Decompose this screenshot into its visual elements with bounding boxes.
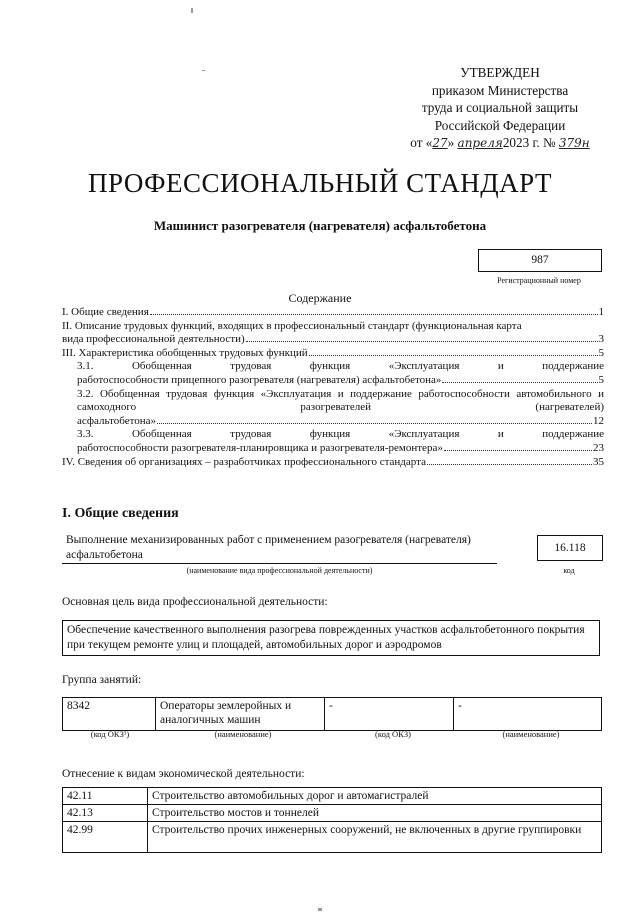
toc-page-number: 5: [598, 373, 604, 386]
approval-line: труда и социальной защиты: [421, 100, 579, 115]
date-year-number: 2023 г. №: [502, 135, 556, 150]
okved-name-cell: Строительство мостов и тоннелей: [148, 805, 602, 822]
toc-page-number: 3: [598, 333, 604, 346]
toc-page-number: 1: [598, 306, 604, 318]
occupation-name-cell: Операторы землеройных и аналогичных машин: [156, 698, 325, 731]
registration-number-box: 987: [478, 249, 602, 272]
okved-name-cell: Строительство прочих инженерных сооружений, не включенных в другие группировки: [148, 822, 602, 853]
toc-page-number: 23: [593, 441, 604, 454]
table-row: [63, 822, 602, 853]
column-caption: (код ОКЗ¹): [90, 729, 130, 739]
toc-page-number: 5: [598, 346, 604, 359]
handwritten-month: апреля: [457, 136, 503, 150]
okved-code-cell: 42.11: [63, 788, 148, 805]
goal-label: Основная цель вида профессиональной деятельности:: [62, 596, 328, 608]
goal-box: Обеспечение качественного выполнения разогрева поврежденных участков асфальтобетонного покрытия при текущем ремонте улиц и площадей, автомобильных дорог и аэродромов: [62, 620, 600, 656]
table-row: [63, 788, 602, 805]
group-label: Группа занятий:: [62, 674, 142, 686]
approval-date-line: от «27» апреля2023 г. № 379н: [410, 135, 590, 150]
toc-entry[interactable]: 3.1. Обобщенная трудовая функция «Эксплуатация и поддержание работоспособности прицепного разогревателя (нагревателя) асфальтобетона» 5: [77, 360, 604, 386]
economic-activity-table: [62, 787, 602, 853]
okved-code-cell: 42.13: [63, 805, 148, 822]
toc-entry[interactable]: III. Характеристика обобщенных трудовых функций 5: [62, 346, 604, 359]
table-row: [63, 698, 602, 731]
standard-name: Машинист разогревателя (нагревателя) асфальтобетона: [153, 218, 487, 233]
date-prefix: от «: [410, 135, 433, 150]
document-title: ПРОФЕССИОНАЛЬНЫЙ СТАНДАРТ: [87, 168, 553, 198]
toc-entry[interactable]: IV. Сведения об организациях – разработчиках профессионального стандарта 35: [62, 455, 604, 468]
handwritten-day: 27: [432, 136, 448, 150]
approval-line: Российской Федерации: [434, 117, 566, 133]
activity-code-caption: код: [563, 566, 575, 575]
occupation-table: [62, 697, 602, 731]
underline: [62, 563, 497, 564]
column-caption: (наименование): [502, 729, 560, 739]
column-caption: (наименование): [214, 729, 272, 739]
toc-entry[interactable]: II. Описание трудовых функций, входящих в профессиональный стандарт (функциональная карта вида профессиональной деятельности) 3: [62, 319, 604, 346]
toc-entry[interactable]: 3.3. Обобщенная трудовая функция «Эксплуатация и поддержание работоспособности разогревателя-планировщика и разогревателя-ремонтера» 23: [77, 428, 604, 454]
column-caption: (код ОКЗ): [375, 729, 411, 739]
scan-speck: [318, 908, 322, 911]
table-of-contents: [62, 306, 604, 469]
toc-entry[interactable]: I. Общие сведения 1: [62, 306, 604, 318]
section-heading: I. Общие сведения: [62, 506, 179, 521]
activity-kind-caption: (наименование вида профессиональной деятельности): [186, 566, 373, 575]
okved-name-cell: Строительство автомобильных дорог и автомагистралей: [148, 788, 602, 805]
toc-page-number: 35: [593, 455, 604, 468]
scan-speck: [191, 8, 193, 13]
toc-page-number: 12: [593, 414, 604, 427]
scan-speck: [202, 70, 205, 71]
okz-code-cell: 8342: [63, 698, 156, 731]
occupation-name-cell: -: [454, 698, 602, 731]
approval-line: УТВЕРЖДЕН: [460, 65, 540, 80]
activity-kind-name: Выполнение механизированных работ с применением разогревателя (нагревателя) асфальтобетона: [66, 534, 471, 561]
table-row: [63, 805, 602, 822]
activity-code-box: 16.118: [537, 535, 603, 561]
toc-heading: Содержание: [288, 291, 352, 305]
approval-stamp: [380, 64, 620, 153]
handwritten-order-number: 379н: [558, 136, 590, 150]
toc-entry[interactable]: 3.2. Обобщенная трудовая функция «Эксплуатация и поддержание работоспособности автомобильного и самоходного разогревателей (нагревателей) асфальтобетона» 12: [77, 387, 604, 427]
approval-line: приказом Министерства: [431, 82, 569, 98]
okz-code-cell: -: [325, 698, 454, 731]
activity-label: Отнесение к видам экономической деятельности:: [62, 768, 305, 780]
okved-code-cell: 42.99: [63, 822, 148, 853]
registration-number-label: Регистрационный номер: [497, 276, 581, 285]
